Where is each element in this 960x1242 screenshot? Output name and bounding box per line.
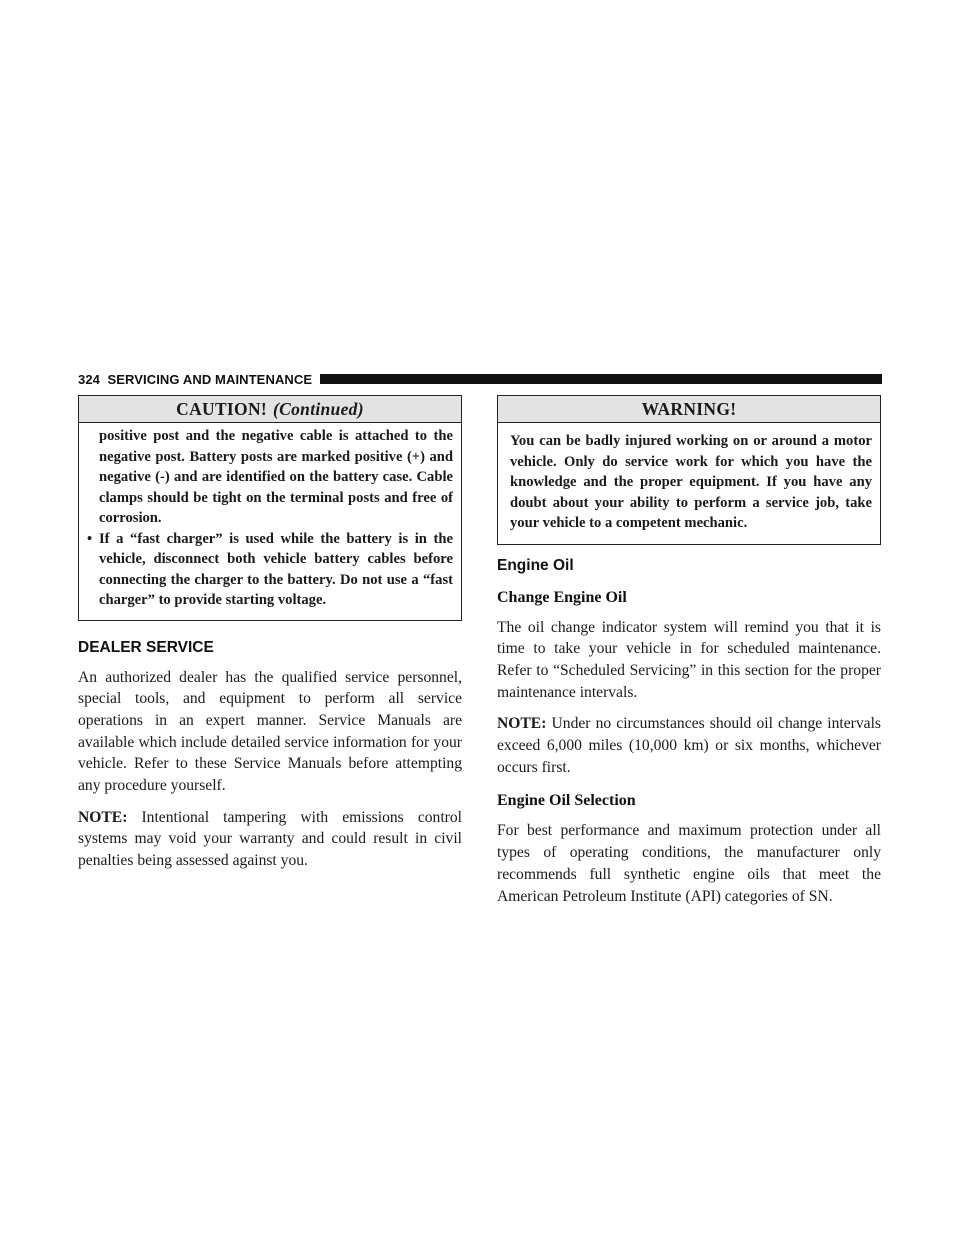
caution-continuation-text: positive post and the negative cable is attached to the negative post. Battery posts are marked positive (+) and negative (-) and are identified on the battery case. Cable clamps should be tight on the terminal posts and free of corrosion. [99,428,453,526]
dealer-service-paragraph: An authorized dealer has the qualified service personnel, special tools, and equipment to perform all service operations in an expert manner. Service Manuals are available which include detailed service information for your vehicle. Refer to these Service Manuals before attempting any procedure yourself. [78,668,462,795]
page-header [78,370,882,388]
bullet-icon: • [87,530,93,547]
caution-body [79,423,461,620]
engine-oil-selection-paragraph: For best performance and maximum protection under all types of operating conditions, the manufacturer only recommends full synthetic engine oils that meet the American Petroleum Institute (API) categories of SN. [497,822,881,905]
engine-oil-heading: Engine Oil [497,556,574,574]
warning-box [497,395,881,545]
header-rule [320,374,882,384]
note-text: Under no circumstances should oil change intervals exceed 6,000 miles (10,000 km) or six months, whichever occurs first. [497,715,881,776]
caution-bullet-text: If a “fast charger” is used while the battery is in the vehicle, disconnect both vehicle battery cables before connecting the charger to the battery. Do not use a “fast charger” to provide starting voltage. [99,530,453,608]
section-title: SERVICING AND MAINTENANCE [107,371,313,387]
engine-oil-note [497,713,881,778]
warning-header: WARNING! [498,396,880,423]
engine-oil-selection-heading: Engine Oil Selection [497,792,636,810]
note-label: NOTE: [78,808,128,826]
caution-header [79,396,461,423]
change-engine-oil-heading: Change Engine Oil [497,588,627,606]
warning-body: You can be badly injured working on or around a motor vehicle. Only do service work for which you have the knowledge and the proper equipment. If you have any doubt about your ability to perform a service job, take your vehicle to a competent mechanic. [510,433,872,531]
page-number: 324 [78,371,100,387]
caution-box [78,395,462,621]
dealer-service-heading: DEALER SERVICE [78,638,214,656]
left-column [78,395,462,872]
caution-bullet-item [87,529,453,611]
dealer-service-note [78,807,462,872]
caution-continued: (Continued) [273,399,364,419]
note-label: NOTE: [497,715,547,733]
caution-title: CAUTION! [176,399,268,419]
page-header-text [78,372,312,387]
right-column [497,395,881,907]
note-text: Intentional tampering with emissions control systems may void your warranty and could result in civil penalties being assessed against you. [78,808,462,870]
change-engine-oil-paragraph: The oil change indicator system will remind you that it is time to take your vehicle in for scheduled maintenance. Refer to “Scheduled Servicing” in this section for the proper maintenance intervals. [497,618,881,701]
